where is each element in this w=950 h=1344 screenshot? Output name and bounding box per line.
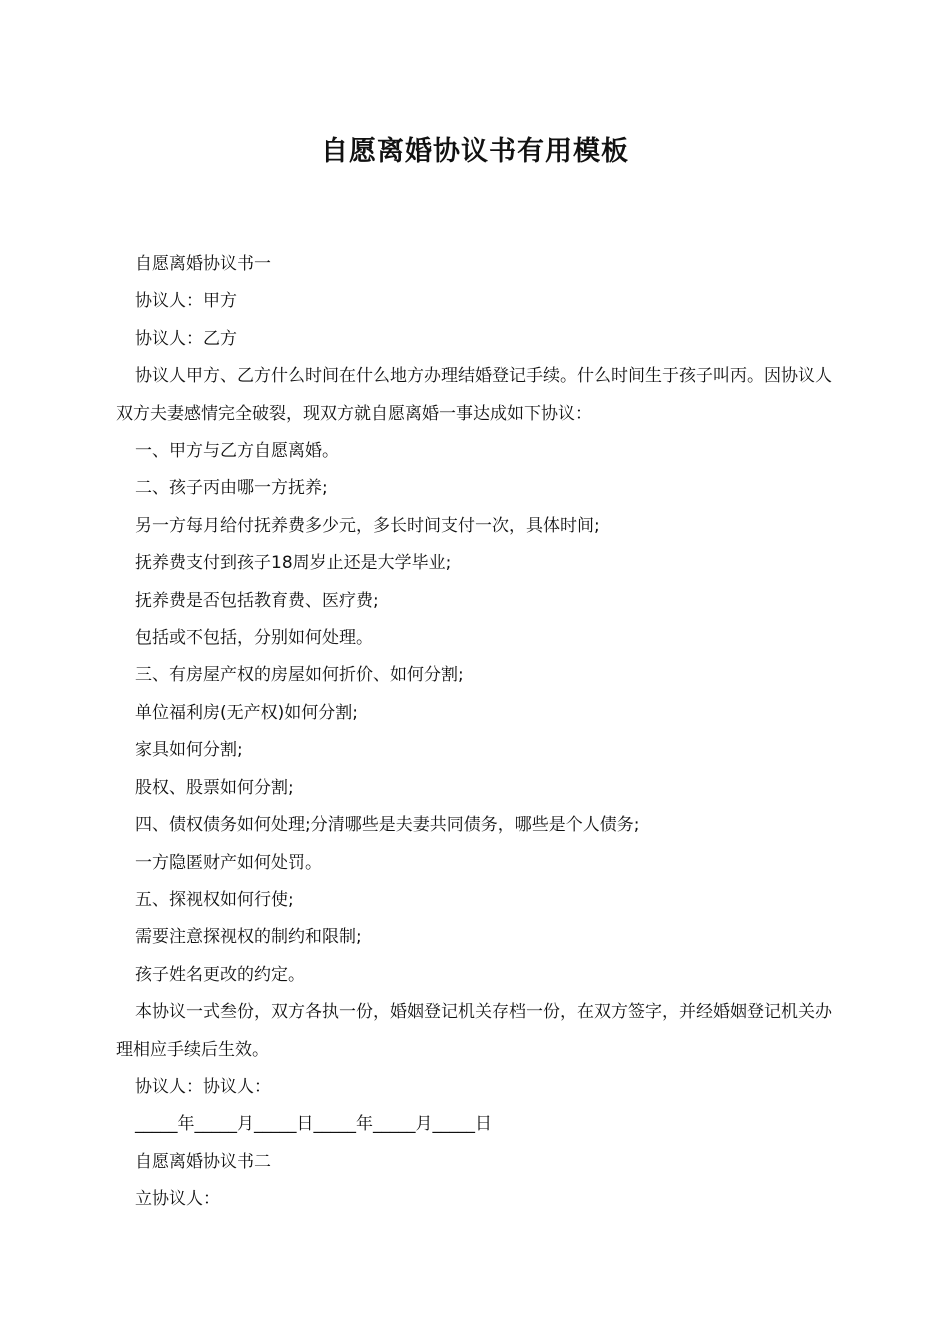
party-b-line: 协议人：乙方	[135, 328, 237, 349]
clause-three-welfare-housing: 单位福利房(无产权)如何分割;	[135, 702, 358, 723]
clause-two: 二、孩子丙由哪一方抚养;	[135, 478, 328, 499]
clause-one: 一、甲方与乙方自愿离婚。	[135, 441, 339, 462]
clause-two-support-scope: 抚养费是否包括教育费、医疗费;	[135, 590, 379, 611]
clause-three-equity: 股权、股票如何分割;	[135, 777, 294, 798]
clause-four: 四、债权债务如何处理;分清哪些是夫妻共同债务，哪些是个人债务;	[135, 815, 640, 836]
preamble-paragraph: 协议人甲方、乙方什么时间在什么地方办理结婚登记手续。什么时间生于孩子叫丙。因协议人双方夫妻感情完全破裂，现双方就自愿离婚一事达成如下协议：	[116, 366, 832, 424]
date-line: _____年_____月_____日_____年_____月_____日	[135, 1114, 492, 1135]
clause-five-restrictions: 需要注意探视权的制约和限制;	[135, 927, 362, 948]
clause-five-name-change: 孩子姓名更改的约定。	[135, 964, 305, 985]
signature-line: 协议人：协议人：	[135, 1076, 271, 1097]
section-heading-agreement-one: 自愿离婚协议书一	[135, 254, 271, 274]
effectiveness-paragraph: 本协议一式叁份，双方各执一份，婚姻登记机关存档一份，在双方签字，并经婚姻登记机关办理相应手续后生效。	[116, 1002, 832, 1060]
clause-two-support-handling: 包括或不包括，分别如何处理。	[135, 628, 373, 649]
party-a-line: 协议人：甲方	[135, 291, 237, 312]
clause-two-support-payment: 另一方每月给付抚养费多少元，多长时间支付一次，具体时间;	[135, 515, 600, 536]
document-body	[116, 246, 846, 1219]
clause-two-support-duration: 抚养费支付到孩子18周岁止还是大学毕业;	[135, 553, 452, 574]
section-heading-agreement-two: 自愿离婚协议书二	[135, 1151, 271, 1172]
clause-five: 五、探视权如何行使;	[135, 889, 294, 910]
document-title: 自愿离婚协议书有用模板	[321, 136, 629, 167]
clause-four-concealment: 一方隐匿财产如何处罚。	[135, 852, 322, 873]
establishing-party-line: 立协议人：	[135, 1189, 220, 1210]
clause-three-furniture: 家具如何分割;	[135, 740, 243, 761]
clause-three: 三、有房屋产权的房屋如何折价、如何分割;	[135, 665, 464, 686]
